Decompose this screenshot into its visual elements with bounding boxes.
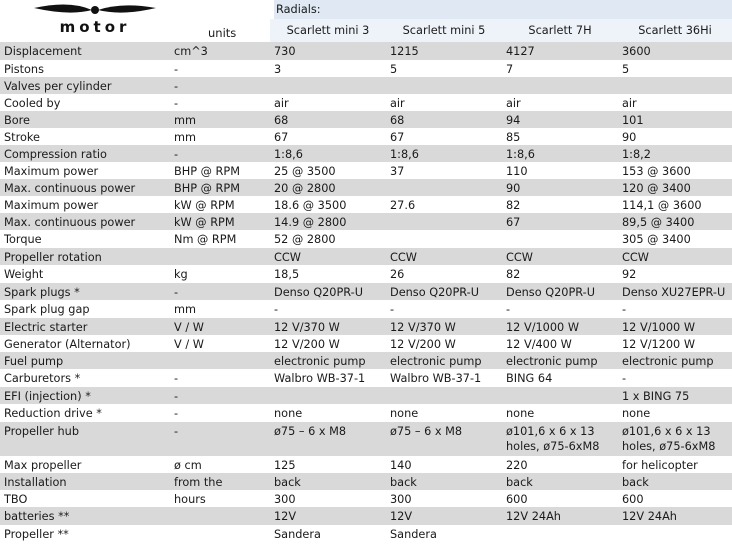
cell-engine-0: 25 @ 3500 [274, 165, 336, 178]
cell-engine-3: 5 [622, 63, 630, 76]
row-label: batteries ** [4, 510, 70, 523]
units-header: units [208, 26, 237, 40]
cell-engine-3: air [622, 97, 637, 110]
row-unit: V / W [174, 321, 204, 334]
row-unit: V / W [174, 338, 204, 351]
cell-engine-1: 140 [390, 459, 412, 472]
cell-engine-1: 12 V/370 W [390, 321, 456, 334]
cell-engine-0: 3 [274, 63, 282, 76]
row-label: Cooled by [4, 97, 61, 110]
cell-engine-2: 1:8,6 [506, 148, 535, 161]
engine-header-2: Scarlett 7H [502, 19, 618, 42]
row-unit [170, 507, 270, 509]
cell-engine-3: - [622, 372, 627, 385]
row-unit: kW @ RPM [174, 216, 235, 229]
cell-engine-0: ø75 – 6 x M8 [274, 425, 347, 438]
cell-engine-0: 12 V/370 W [274, 321, 340, 334]
cell-engine-0: 20 @ 2800 [274, 182, 336, 195]
row-label: Propeller hub [4, 425, 79, 438]
cell-engine-1: 300 [390, 493, 412, 506]
row-unit: mm [174, 114, 197, 127]
cell-engine-1: 27.6 [390, 199, 416, 212]
table-row [0, 422, 732, 456]
cell-engine-1: Sandera [390, 528, 437, 541]
row-label: Max. continuous power [4, 216, 136, 229]
cell-engine-1: 67 [390, 131, 405, 144]
cell-engine-0: 67 [274, 131, 289, 144]
cell-engine-3: 12 V/1200 W [622, 338, 696, 351]
cell-engine-3: 114,1 @ 3600 [622, 199, 702, 212]
row-label: Propeller ** [4, 528, 69, 541]
table-row [0, 94, 732, 111]
cell-engine-2: 4127 [506, 45, 535, 58]
logo-text: motor [59, 18, 131, 36]
cell-engine-1: 12 V/200 W [390, 338, 456, 351]
cell-engine-3: 600 [622, 493, 644, 506]
cell-engine-2 [502, 230, 618, 232]
row-unit: - [174, 97, 179, 110]
cell-engine-2: ø101,6 x 6 x 13 holes, ø75-6xM8 [506, 425, 600, 453]
cell-engine-1: 26 [390, 268, 405, 281]
cell-engine-3: 1 x BING 75 [622, 390, 690, 403]
cell-engine-0: 12V [274, 510, 297, 523]
cell-engine-2: electronic pump [506, 355, 598, 368]
cell-engine-1: Denso Q20PR-U [390, 286, 480, 299]
cell-engine-1: ø75 – 6 x M8 [390, 425, 463, 438]
table-row [0, 473, 732, 490]
cell-engine-0: 18.6 @ 3500 [274, 199, 347, 212]
row-label: Compression ratio [4, 148, 107, 161]
row-label: Electric starter [4, 321, 88, 334]
row-unit: Nm @ RPM [174, 233, 237, 246]
cell-engine-3: back [622, 476, 649, 489]
cell-engine-1: 1:8,6 [390, 148, 419, 161]
table-row [0, 230, 732, 248]
row-label: Spark plug gap [4, 303, 90, 316]
cell-engine-2 [502, 525, 618, 527]
row-unit: - [174, 407, 179, 420]
row-label: Valves per cylinder [4, 80, 112, 93]
cell-engine-0: Sandera [274, 528, 321, 541]
cell-engine-0: 12 V/200 W [274, 338, 340, 351]
row-unit: kg [174, 268, 188, 281]
row-unit: mm [174, 131, 197, 144]
table-row [0, 77, 732, 94]
cell-engine-1 [386, 213, 502, 215]
cell-engine-2: 110 [506, 165, 528, 178]
cell-engine-2: CCW [506, 251, 533, 264]
cell-engine-3 [618, 77, 732, 79]
cell-engine-1: CCW [390, 251, 417, 264]
row-label: Displacement [4, 45, 82, 58]
row-label: Bore [4, 114, 31, 127]
row-label: Carburetors * [4, 372, 81, 385]
cell-engine-2 [502, 387, 618, 389]
cell-engine-1: 12V [390, 510, 413, 523]
cell-engine-2: 12 V/400 W [506, 338, 572, 351]
row-unit: cm^3 [174, 45, 208, 58]
cell-engine-2: 600 [506, 493, 528, 506]
cell-engine-0: 18,5 [274, 268, 300, 281]
cell-engine-3: 101 [622, 114, 644, 127]
cell-engine-3: 3600 [622, 45, 651, 58]
table-row [0, 300, 732, 318]
cell-engine-0: 1:8,6 [274, 148, 303, 161]
cell-engine-3: 12V 24Ah [622, 510, 677, 523]
row-unit: - [174, 425, 179, 438]
table-row [0, 525, 732, 543]
row-label: Max propeller [4, 459, 82, 472]
row-label: Generator (Alternator) [4, 338, 131, 351]
cell-engine-3: Denso XU27EPR-U [622, 286, 726, 299]
cell-engine-2: - [506, 303, 511, 316]
cell-engine-2: 12V 24Ah [506, 510, 561, 523]
row-unit [170, 352, 270, 354]
row-label: Max. continuous power [4, 182, 136, 195]
row-label: Fuel pump [4, 355, 64, 368]
cell-engine-0: CCW [274, 251, 301, 264]
row-label: Stroke [4, 131, 40, 144]
propeller-blade-left-icon [34, 4, 92, 12]
cell-engine-2: 7 [506, 63, 514, 76]
row-label: Reduction drive * [4, 407, 102, 420]
cell-engine-2: 94 [506, 114, 521, 127]
cell-engine-3: 153 @ 3600 [622, 165, 691, 178]
cell-engine-3: 12 V/1000 W [622, 321, 696, 334]
row-unit: - [174, 148, 179, 161]
cell-engine-0: - [274, 303, 279, 316]
row-unit: - [174, 372, 179, 385]
table-row [0, 179, 732, 196]
table-row [0, 265, 732, 283]
cell-engine-1: 5 [390, 63, 398, 76]
cell-engine-2: none [506, 407, 535, 420]
cell-engine-2: 12 V/1000 W [506, 321, 580, 334]
cell-engine-2: air [506, 97, 521, 110]
cell-engine-0: 730 [274, 45, 296, 58]
cell-engine-1 [386, 179, 502, 181]
table-row [0, 352, 732, 369]
row-label: Spark plugs * [4, 286, 80, 299]
row-label: EFI (injection) * [4, 390, 91, 403]
cell-engine-2: 220 [506, 459, 528, 472]
table-row [0, 196, 732, 213]
row-unit: - [174, 390, 179, 403]
row-unit: - [174, 286, 179, 299]
row-label: Weight [4, 268, 44, 281]
cell-engine-1: back [390, 476, 417, 489]
cell-engine-0: none [274, 407, 303, 420]
row-label: Propeller rotation [4, 251, 102, 264]
table-row [0, 490, 732, 507]
table-row [0, 404, 732, 422]
table-header [0, 0, 732, 42]
table-row [0, 213, 732, 230]
cell-engine-3: - [622, 303, 627, 316]
cell-engine-3: 1:8,2 [622, 148, 651, 161]
cell-engine-2: Denso Q20PR-U [506, 286, 596, 299]
cell-engine-0: 300 [274, 493, 296, 506]
row-label: Installation [4, 476, 67, 489]
cell-engine-1: 68 [390, 114, 405, 127]
row-unit: kW @ RPM [174, 199, 235, 212]
cell-engine-2: 82 [506, 199, 521, 212]
cell-engine-2: back [506, 476, 533, 489]
propeller-blade-right-icon [98, 5, 156, 12]
cell-engine-3: ø101,6 x 6 x 13 holes, ø75-6xM8 [622, 425, 716, 453]
row-label: Torque [4, 233, 42, 246]
table-row [0, 335, 732, 352]
row-unit: mm [174, 303, 197, 316]
row-unit: - [174, 80, 179, 93]
cell-engine-0: Denso Q20PR-U [274, 286, 364, 299]
table-row [0, 387, 732, 404]
cell-engine-2: 85 [506, 131, 521, 144]
cell-engine-2 [502, 77, 618, 79]
table-row [0, 60, 732, 77]
cell-engine-2: 67 [506, 216, 521, 229]
cell-engine-0: 125 [274, 459, 296, 472]
cell-engine-3 [618, 525, 732, 527]
cell-engine-1: 37 [390, 165, 405, 178]
cell-engine-3: 305 @ 3400 [622, 233, 691, 246]
propeller-hub-icon [91, 6, 99, 14]
cell-engine-3: none [622, 407, 651, 420]
cell-engine-3: electronic pump [622, 355, 714, 368]
table-row [0, 507, 732, 525]
cell-engine-1: air [390, 97, 405, 110]
row-unit: BHP @ RPM [174, 182, 240, 195]
table-row [0, 456, 732, 473]
table-row [0, 318, 732, 335]
cell-engine-1: Walbro WB-37-1 [390, 372, 482, 385]
engine-header-1: Scarlett mini 5 [386, 19, 502, 42]
cell-engine-2: 82 [506, 268, 521, 281]
cell-engine-3: 92 [622, 268, 637, 281]
table-row [0, 111, 732, 128]
cell-engine-3: 120 @ 3400 [622, 182, 691, 195]
row-label: Pistons [4, 63, 44, 76]
row-label: Maximum power [4, 199, 99, 212]
cell-engine-3: 90 [622, 131, 637, 144]
table-row [0, 128, 732, 145]
cell-engine-0 [270, 387, 386, 389]
row-unit: hours [174, 493, 206, 506]
cell-engine-1: electronic pump [390, 355, 482, 368]
row-unit: BHP @ RPM [174, 165, 240, 178]
cell-engine-0: air [274, 97, 289, 110]
table-row [0, 42, 732, 60]
cell-engine-1 [386, 387, 502, 389]
row-label: Maximum power [4, 165, 99, 178]
group-header-radials: Radials: [274, 0, 732, 19]
cell-engine-3: 89,5 @ 3400 [622, 216, 695, 229]
cell-engine-0: Walbro WB-37-1 [274, 372, 366, 385]
cell-engine-2: 90 [506, 182, 521, 195]
cell-engine-0: back [274, 476, 301, 489]
cell-engine-1: - [390, 303, 395, 316]
table-row [0, 248, 732, 265]
table-row [0, 145, 732, 162]
logo [30, 2, 160, 38]
row-unit: from the [174, 476, 223, 489]
table-row [0, 283, 732, 300]
cell-engine-0: electronic pump [274, 355, 366, 368]
cell-engine-1 [386, 77, 502, 79]
cell-engine-3: CCW [622, 251, 649, 264]
cell-engine-0: 14.9 @ 2800 [274, 216, 347, 229]
cell-engine-1: none [390, 407, 419, 420]
engine-header-3: Scarlett 36Hi [618, 19, 732, 42]
row-label: TBO [4, 493, 28, 506]
cell-engine-2: BING 64 [506, 372, 553, 385]
cell-engine-0 [270, 77, 386, 79]
cell-engine-0: 68 [274, 114, 289, 127]
row-unit [170, 525, 270, 527]
row-unit: ø cm [174, 459, 202, 472]
cell-engine-0: 52 @ 2800 [274, 233, 336, 246]
row-unit: - [174, 63, 179, 76]
cell-engine-3: for helicopter [622, 459, 698, 472]
cell-engine-1: 1215 [390, 45, 419, 58]
table-row [0, 162, 732, 179]
engine-header-0: Scarlett mini 3 [270, 19, 386, 42]
cell-engine-1 [386, 230, 502, 232]
row-unit [170, 248, 270, 250]
table-row [0, 369, 732, 387]
